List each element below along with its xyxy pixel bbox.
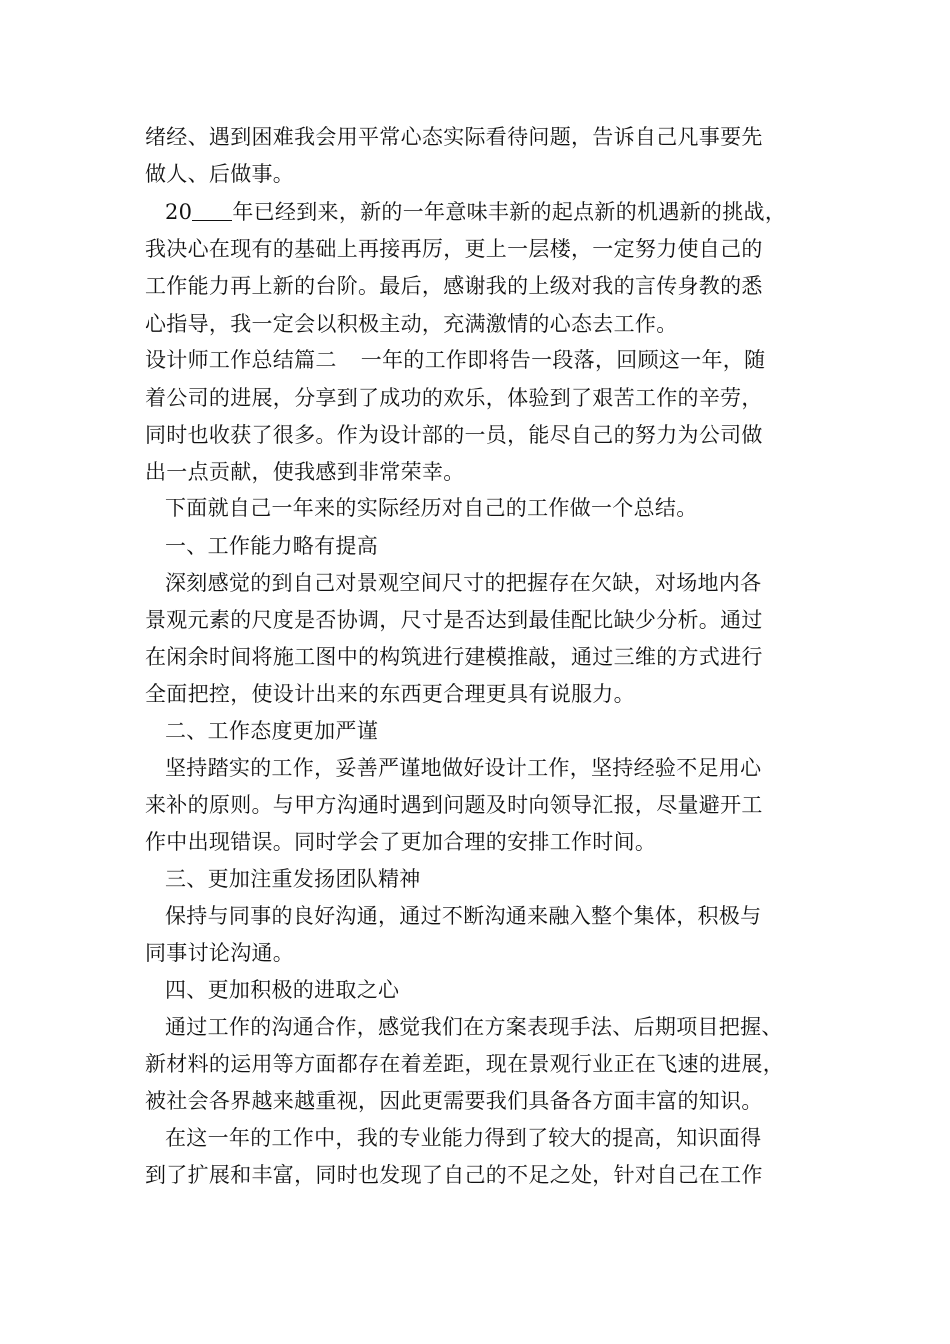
paragraph-line: 作中出现错误。同时学会了更加合理的安排工作时间。 — [145, 830, 657, 854]
paragraph-line: 被社会各界越来越重视，因此更需要我们具备各方面丰富的知识。 — [145, 1089, 763, 1113]
section-heading: 一、工作能力略有提高 — [165, 534, 378, 558]
paragraph-line: 新材料的运用等方面都存在着差距，现在景观行业正在飞速的进展， — [145, 1052, 784, 1076]
section-heading: 二、工作态度更加严谨 — [165, 719, 378, 743]
paragraph-line: 心指导，我一定会以积极主动，充满激情的心态去工作。 — [145, 312, 678, 336]
paragraph-line: 全面把控，使设计出来的东西更合理更具有说服力。 — [145, 682, 635, 706]
paragraph-line: 着公司的进展，分享到了成功的欢乐，体验到了艰苦工作的辛劳， — [145, 386, 763, 410]
paragraph-line — [165, 197, 835, 227]
paragraph-line: 下面就自己一年来的实际经历对自己的工作做一个总结。 — [165, 496, 698, 520]
year-blank — [192, 200, 232, 221]
paragraph-line: 做人、后做事。 — [145, 162, 295, 186]
paragraph-line: 在闲余时间将施工图中的构筑进行建模推敲，通过三维的方式进行 — [145, 645, 763, 669]
paragraph-line: 保持与同事的良好沟通，通过不断沟通来融入整个集体，积极与 — [165, 904, 762, 928]
paragraph-line: 同事讨论沟通。 — [145, 941, 295, 965]
paragraph-line: 通过工作的沟通合作，感觉我们在方案表现手法、后期项目把握、 — [165, 1015, 783, 1039]
paragraph-line-text: 年已经到来，新的一年意味丰新的起点新的机遇新的挑战， — [232, 200, 787, 224]
paragraph-line: 出一点贡献，使我感到非常荣幸。 — [145, 460, 465, 484]
section-heading: 三、更加注重发扬团队精神 — [165, 867, 421, 891]
paragraph-line-text: 一年的工作即将告一段落，回顾这一年，随 — [360, 348, 766, 372]
year-prefix: 20 — [165, 200, 193, 224]
paragraph-line: 坚持踏实的工作，妥善严谨地做好设计工作，坚持经验不足用心 — [165, 756, 762, 780]
paragraph-line: 我决心在现有的基础上再接再厉，更上一层楼，一定努力使自己的 — [145, 237, 763, 261]
paragraph-line: 绪经、遇到困难我会用平常心态实际看待问题，告诉自己凡事要先 — [145, 125, 763, 149]
section-title: 设计师工作总结篇二 — [145, 348, 337, 372]
paragraph-line: 来补的原则。与甲方沟通时遇到问题及时向领导汇报，尽量避开工 — [145, 793, 763, 817]
paragraph-line: 景观元素的尺度是否协调，尺寸是否达到最佳配比缺少分析。通过 — [145, 608, 763, 632]
paragraph-line: 深刻感觉的到自己对景观空间尺寸的把握存在欠缺，对场地内各 — [165, 571, 762, 595]
paragraph-line: 在这一年的工作中，我的专业能力得到了较大的提高，知识面得 — [165, 1126, 762, 1150]
paragraph-line: 同时也收获了很多。作为设计部的一员，能尽自己的努力为公司做 — [145, 423, 763, 447]
paragraph-line: 到了扩展和丰富，同时也发现了自己的不足之处，针对自己在工作 — [145, 1163, 763, 1187]
section-heading: 四、更加积极的进取之心 — [165, 978, 400, 1002]
paragraph-line: 工作能力再上新的台阶。最后，感谢我的上级对我的言传身教的悉 — [145, 274, 763, 298]
paragraph-line — [145, 345, 815, 375]
